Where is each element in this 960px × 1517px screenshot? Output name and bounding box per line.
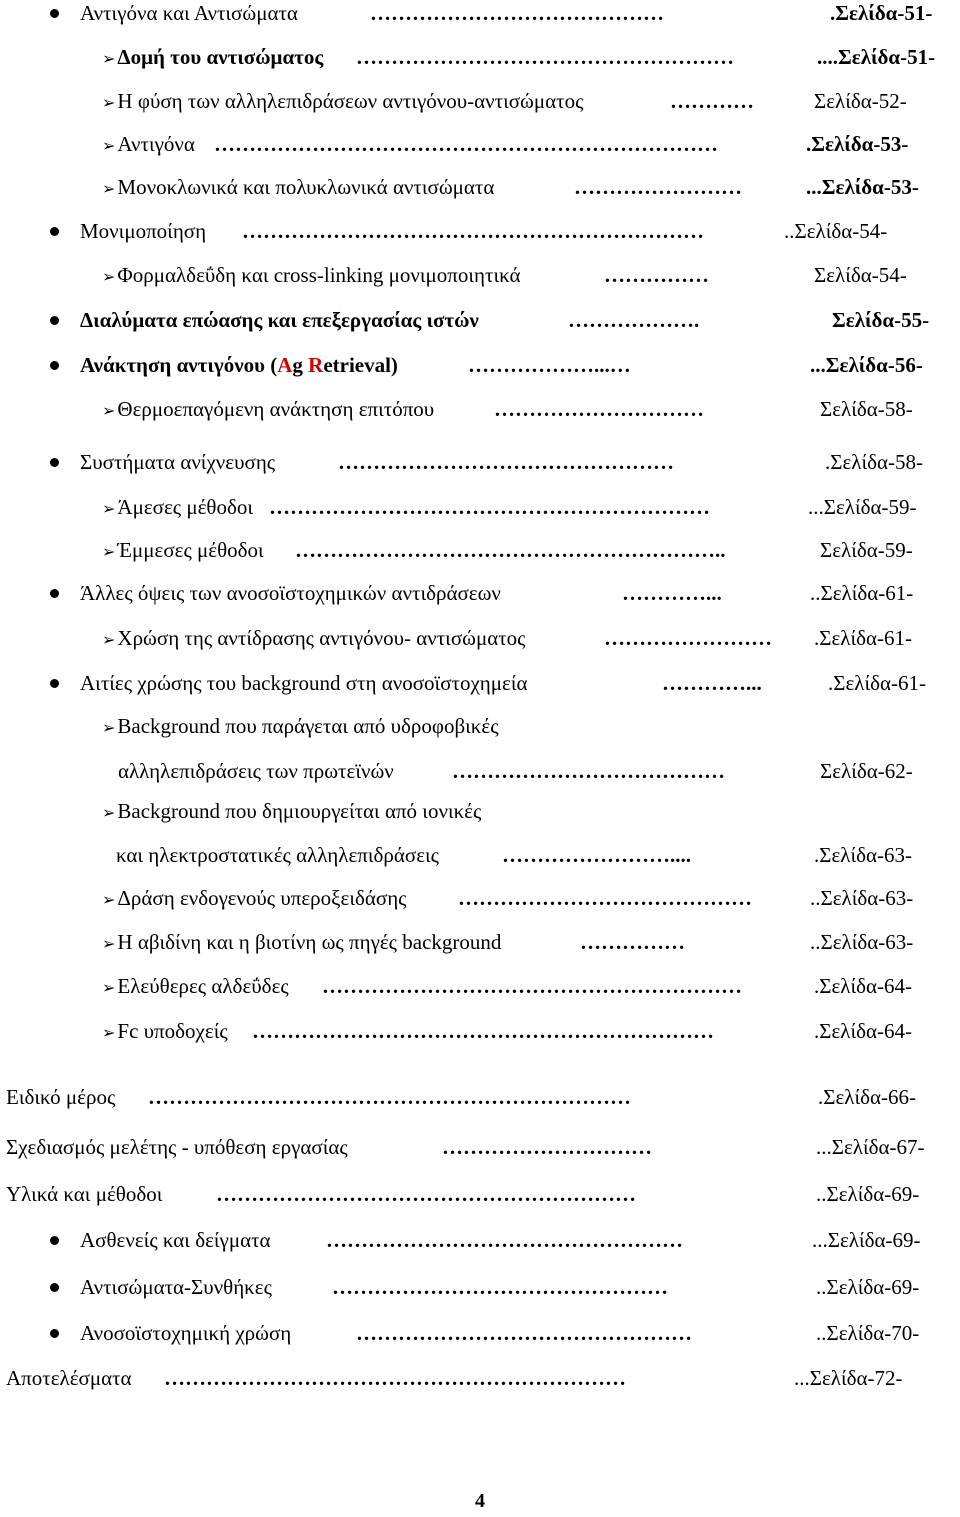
toc-title: Αιτίες χρώσης του background στη ανοσοϊστοχημεία bbox=[80, 671, 528, 695]
toc-page: ...Σελίδα-72- bbox=[794, 1366, 903, 1390]
arrow-bullet-icon: ➢ bbox=[102, 542, 116, 561]
toc-leader: ………………………………………… bbox=[338, 450, 674, 474]
toc-leader: …………………….... bbox=[502, 843, 691, 867]
toc-title: και ηλεκτροστατικές αλληλεπιδράσεις bbox=[116, 843, 439, 867]
toc-title: Ειδικό μέρος bbox=[6, 1085, 116, 1109]
toc-title: Fc υποδοχείς bbox=[117, 1019, 228, 1043]
toc-title: Η αβιδίνη και η βιοτίνη ως πηγές background bbox=[117, 930, 502, 954]
toc-leader: …………………………………… bbox=[370, 1, 664, 25]
toc-entry bbox=[102, 174, 919, 202]
toc-entry bbox=[6, 1181, 920, 1207]
bullet-icon bbox=[50, 679, 59, 688]
toc-page: .Σελίδα-51- bbox=[830, 1, 933, 25]
toc-page: ....Σελίδα-51- bbox=[817, 45, 936, 69]
toc-page: Σελίδα-62- bbox=[820, 759, 913, 783]
toc-entry bbox=[102, 973, 913, 1001]
toc-page: .Σελίδα-66- bbox=[818, 1085, 917, 1109]
toc-page: .Σελίδα-64- bbox=[814, 1019, 913, 1043]
toc-leader: …………………………………………………… bbox=[322, 974, 742, 998]
toc-leader: ………………………………………… bbox=[356, 1321, 692, 1345]
toc-title: Θερμοεπαγόμενη ανάκτηση επιτόπου bbox=[117, 397, 435, 421]
toc-page: Σελίδα-54- bbox=[814, 263, 907, 287]
toc-title: αλληλεπιδράσεις των πρωτεϊνών bbox=[118, 759, 394, 783]
toc-page: Σελίδα-52- bbox=[814, 89, 907, 113]
toc-page: ..Σελίδα-70- bbox=[816, 1321, 920, 1345]
toc-page: ..Σελίδα-63- bbox=[810, 886, 914, 910]
arrow-bullet-icon: ➢ bbox=[102, 890, 116, 909]
toc-page: ...Σελίδα-56- bbox=[810, 353, 923, 377]
toc-title: Μονοκλωνικά και πολυκλωνικά αντισώματα bbox=[117, 175, 495, 199]
toc-leader: …………… bbox=[604, 263, 709, 287]
toc-entry bbox=[102, 494, 917, 522]
toc-title: Άμεσες μέθοδοι bbox=[117, 495, 254, 519]
toc-entry bbox=[102, 537, 913, 565]
toc-title: Αποτελέσματα bbox=[6, 1366, 132, 1390]
toc-title: Δράση ενδογενούς υπεροξειδάσης bbox=[117, 886, 407, 910]
toc-entry bbox=[102, 625, 913, 653]
toc-title: Background που δημιουργείται από ιονικές bbox=[117, 799, 482, 823]
toc-title: Αντιγόνα bbox=[117, 132, 195, 156]
bullet-icon bbox=[50, 589, 59, 598]
toc-title: Άλλες όψεις των ανοσοϊστοχημικών αντιδράσεων bbox=[80, 581, 501, 605]
toc-entry bbox=[102, 929, 914, 957]
toc-page: ..Σελίδα-54- bbox=[784, 219, 888, 243]
toc-entry bbox=[102, 44, 936, 72]
toc-title: Διαλύματα επώασης και επεξεργασίας ιστών bbox=[80, 308, 479, 332]
toc-title: Μονιμοποίηση bbox=[80, 219, 207, 243]
toc-entry bbox=[6, 1365, 903, 1391]
toc-entry bbox=[102, 396, 913, 424]
toc-entry bbox=[118, 758, 913, 784]
toc-page: Σελίδα-55- bbox=[832, 308, 930, 332]
toc-title: Χρώση της αντίδρασης αντιγόνου- αντισώματος bbox=[117, 626, 526, 650]
toc-title: Background που παράγεται από υδροφοβικές bbox=[117, 714, 499, 738]
toc-entry bbox=[102, 798, 481, 826]
toc-leader: ………………………………… bbox=[452, 759, 725, 783]
arrow-bullet-icon: ➢ bbox=[102, 934, 116, 953]
toc-page: ..Σελίδα-69- bbox=[816, 1182, 920, 1206]
toc-leader: ………………...… bbox=[468, 353, 631, 377]
toc-title: Φορμαλδεΰδη και cross-linking μονιμοποιητικά bbox=[117, 263, 521, 287]
toc-entry bbox=[6, 1134, 925, 1160]
bullet-icon bbox=[50, 227, 59, 236]
toc-leader: ……………………………………………………… bbox=[269, 495, 710, 519]
toc-leader: ……………………………………………………………… bbox=[214, 132, 718, 156]
toc-entry bbox=[102, 885, 914, 913]
toc-page: .Σελίδα-61- bbox=[814, 626, 913, 650]
toc-title: Σχεδιασμός μελέτης - υπόθεση εργασίας bbox=[6, 1135, 348, 1159]
toc-page: ...Σελίδα-69- bbox=[812, 1228, 921, 1252]
arrow-bullet-icon: ➢ bbox=[102, 1023, 116, 1042]
toc-leader: …………………………………………………….. bbox=[295, 538, 726, 562]
toc-leader: ………… bbox=[670, 89, 754, 113]
toc-title: Ανάκτηση αντιγόνου (Ag Retrieval) bbox=[80, 353, 398, 377]
toc-leader: …………………… bbox=[604, 626, 772, 650]
toc-title: Έμμεσες μέθοδοι bbox=[117, 538, 264, 562]
toc-leader: …………………………………………… bbox=[326, 1228, 683, 1252]
arrow-bullet-icon: ➢ bbox=[102, 136, 116, 155]
arrow-bullet-icon: ➢ bbox=[102, 49, 116, 68]
bullet-icon bbox=[50, 1329, 59, 1338]
arrow-bullet-icon: ➢ bbox=[102, 179, 116, 198]
toc-entry bbox=[102, 713, 499, 741]
bullet-icon bbox=[50, 1283, 59, 1292]
toc-page: ..Σελίδα-63- bbox=[810, 930, 914, 954]
toc-entry bbox=[102, 262, 907, 290]
toc-leader: ………………………………………………………… bbox=[242, 219, 704, 243]
toc-leader: …………………… bbox=[574, 175, 742, 199]
toc-leader: …………... bbox=[622, 581, 722, 605]
toc-entry bbox=[116, 842, 913, 868]
toc-leader: ………………………………………… bbox=[332, 1275, 668, 1299]
toc-leader: ………………………………………………………… bbox=[164, 1366, 626, 1390]
toc-leader: …………… bbox=[580, 930, 685, 954]
toc-page: .Σελίδα-58- bbox=[825, 450, 924, 474]
toc-page: ..Σελίδα-61- bbox=[810, 581, 914, 605]
arrow-bullet-icon: ➢ bbox=[102, 718, 116, 737]
toc-leader: …………………………………… bbox=[458, 886, 752, 910]
toc-title: Ανοσοϊστοχημική χρώση bbox=[80, 1321, 292, 1345]
arrow-bullet-icon: ➢ bbox=[102, 803, 116, 822]
toc-page: .Σελίδα-61- bbox=[828, 671, 927, 695]
bullet-icon bbox=[50, 361, 59, 370]
toc-entry bbox=[6, 1084, 917, 1110]
toc-title: Ελεύθερες αλδεΰδες bbox=[117, 974, 289, 998]
toc-entry bbox=[102, 1018, 913, 1046]
arrow-bullet-icon: ➢ bbox=[102, 978, 116, 997]
bullet-icon bbox=[50, 316, 59, 325]
toc-page: Σελίδα-59- bbox=[820, 538, 913, 562]
toc-page: ...Σελίδα-59- bbox=[808, 495, 917, 519]
toc-title: Συστήματα ανίχνευσης bbox=[80, 450, 276, 474]
toc-leader: …………………………………………………………… bbox=[148, 1085, 631, 1109]
toc-page: .Σελίδα-53- bbox=[806, 132, 909, 156]
arrow-bullet-icon: ➢ bbox=[102, 93, 116, 112]
toc-page: ...Σελίδα-67- bbox=[816, 1135, 925, 1159]
toc-leader: ………………………… bbox=[442, 1135, 652, 1159]
toc-entry bbox=[102, 131, 909, 159]
toc-page: ...Σελίδα-53- bbox=[806, 175, 919, 199]
bullet-icon bbox=[50, 1236, 59, 1245]
toc-page: ..Σελίδα-69- bbox=[816, 1275, 920, 1299]
bullet-icon bbox=[50, 9, 59, 18]
toc-title: Η φύση των αλληλεπιδράσεων αντιγόνου-αντισώματος bbox=[117, 89, 584, 113]
arrow-bullet-icon: ➢ bbox=[102, 499, 116, 518]
toc-title: Ασθενείς και δείγματα bbox=[80, 1228, 271, 1252]
toc-leader: ………………. bbox=[568, 308, 700, 332]
bullet-icon bbox=[50, 458, 59, 467]
toc-title: Δομή του αντισώματος bbox=[117, 45, 324, 69]
page-number: 4 bbox=[475, 1490, 485, 1512]
toc-page: Σελίδα-58- bbox=[820, 397, 913, 421]
arrow-bullet-icon: ➢ bbox=[102, 630, 116, 649]
toc-leader: ………………………… bbox=[494, 397, 704, 421]
toc-leader: ………………………………………………………… bbox=[252, 1019, 714, 1043]
arrow-bullet-icon: ➢ bbox=[102, 267, 116, 286]
toc-title: Αντιγόνα και Αντισώματα bbox=[80, 1, 298, 25]
toc-page: .Σελίδα-63- bbox=[814, 843, 913, 867]
toc-leader: ……………………………………………… bbox=[356, 45, 734, 69]
arrow-bullet-icon: ➢ bbox=[102, 401, 116, 420]
toc-entry bbox=[102, 88, 907, 116]
toc-title: Υλικά και μέθοδοι bbox=[6, 1182, 163, 1206]
toc-title: Αντισώματα-Συνθήκες bbox=[80, 1275, 272, 1299]
toc-leader: …………………………………………………… bbox=[216, 1182, 636, 1206]
toc-leader: …………... bbox=[662, 671, 762, 695]
toc-page: .Σελίδα-64- bbox=[814, 974, 913, 998]
